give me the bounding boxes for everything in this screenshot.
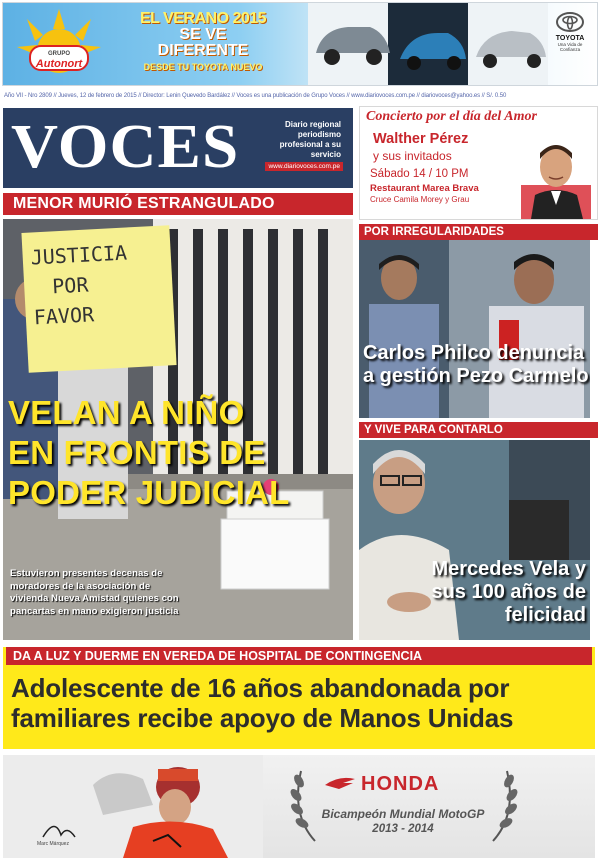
- main-headline[interactable]: VELAN A NIÑO EN FRONTIS DE PODER JUDICIAL: [8, 394, 290, 511]
- concert-address: Cruce Camila Morey y Grau: [370, 195, 470, 204]
- story1-photo[interactable]: [359, 240, 590, 418]
- toyota-banner-ad[interactable]: [2, 2, 598, 86]
- autonort-logo: GRUPO Autonort: [29, 45, 89, 71]
- bottom-story[interactable]: [3, 647, 595, 749]
- story2-headline: Mercedes Vela y sus 100 años de felicidad: [431, 558, 586, 626]
- toyota-logo: TOYOTA Una Vida de Confianza: [549, 11, 591, 52]
- story2-photo[interactable]: [359, 440, 590, 640]
- issue-info-line: Año VII - Nro 2809 // Jueves, 12 de febrero de 2015 // Director: Lenin Quevedo Bardález // Voces es una publicación de Grupo Voces // www.diariovoces.com.pe // diariovoces@yahoo.es // S/. 0.50: [4, 93, 507, 99]
- singer-photo: [521, 125, 591, 219]
- concert-ad[interactable]: [359, 106, 598, 220]
- honda-title: Bicampeón Mundial MotoGP: [321, 807, 485, 821]
- concert-artist-sub: y sus invitados: [373, 149, 452, 163]
- honda-banner-ad[interactable]: [3, 755, 595, 858]
- ad-slogan: EL VERANO 2015 SE VE DIFERENTE DESDE TU TOYOTA NUEVO: [139, 10, 267, 72]
- rider-signature: Marc Márquez: [37, 841, 69, 847]
- masthead-tagline: Diario regional periodismo profesional a su servicio: [279, 120, 341, 159]
- concert-artist: Walther Pérez: [373, 131, 469, 147]
- masthead-url[interactable]: www.diariovoces.com.pe: [265, 162, 343, 171]
- toyota-emblem-icon: [555, 11, 585, 33]
- honda-years: 2013 - 2014: [372, 823, 434, 835]
- honda-brand: HONDA: [361, 773, 440, 795]
- bottom-story-headline: Adolescente de 16 años abandonada por familiares recibe apoyo de Manos Unidas: [11, 673, 514, 733]
- protest-sign: JUSTICIA POR FAVOR: [21, 225, 176, 373]
- main-story-label: MENOR MURIÓ ESTRANGULADO: [3, 193, 353, 215]
- concert-date: Sábado 14 / 10 PM: [370, 168, 469, 180]
- main-caption: Estuvieron presentes decenas de moradores de la asociación de vivienda Nueva Amistad quienes con pancartas en mano exigieron justicia: [10, 568, 179, 617]
- concert-heading: Concierto por el día del Amor: [366, 109, 537, 124]
- masthead[interactable]: [3, 108, 353, 188]
- story2-label: Y VIVE PARA CONTARLO: [359, 422, 598, 438]
- honda-wing-icon: [323, 775, 357, 793]
- cars-image: [308, 3, 548, 86]
- newspaper-title: VOCES: [11, 113, 240, 181]
- story1-label: POR IRREGULARIDADES: [359, 224, 598, 240]
- concert-venue: Restaurant Marea Brava: [370, 183, 479, 194]
- meeting-photo: [359, 240, 590, 418]
- story1-headline: Carlos Philco denuncia a gestión Pezo Carmelo: [363, 342, 589, 387]
- bottom-story-kicker: DA A LUZ Y DUERME EN VEREDA DE HOSPITAL DE CONTINGENCIA: [6, 647, 592, 665]
